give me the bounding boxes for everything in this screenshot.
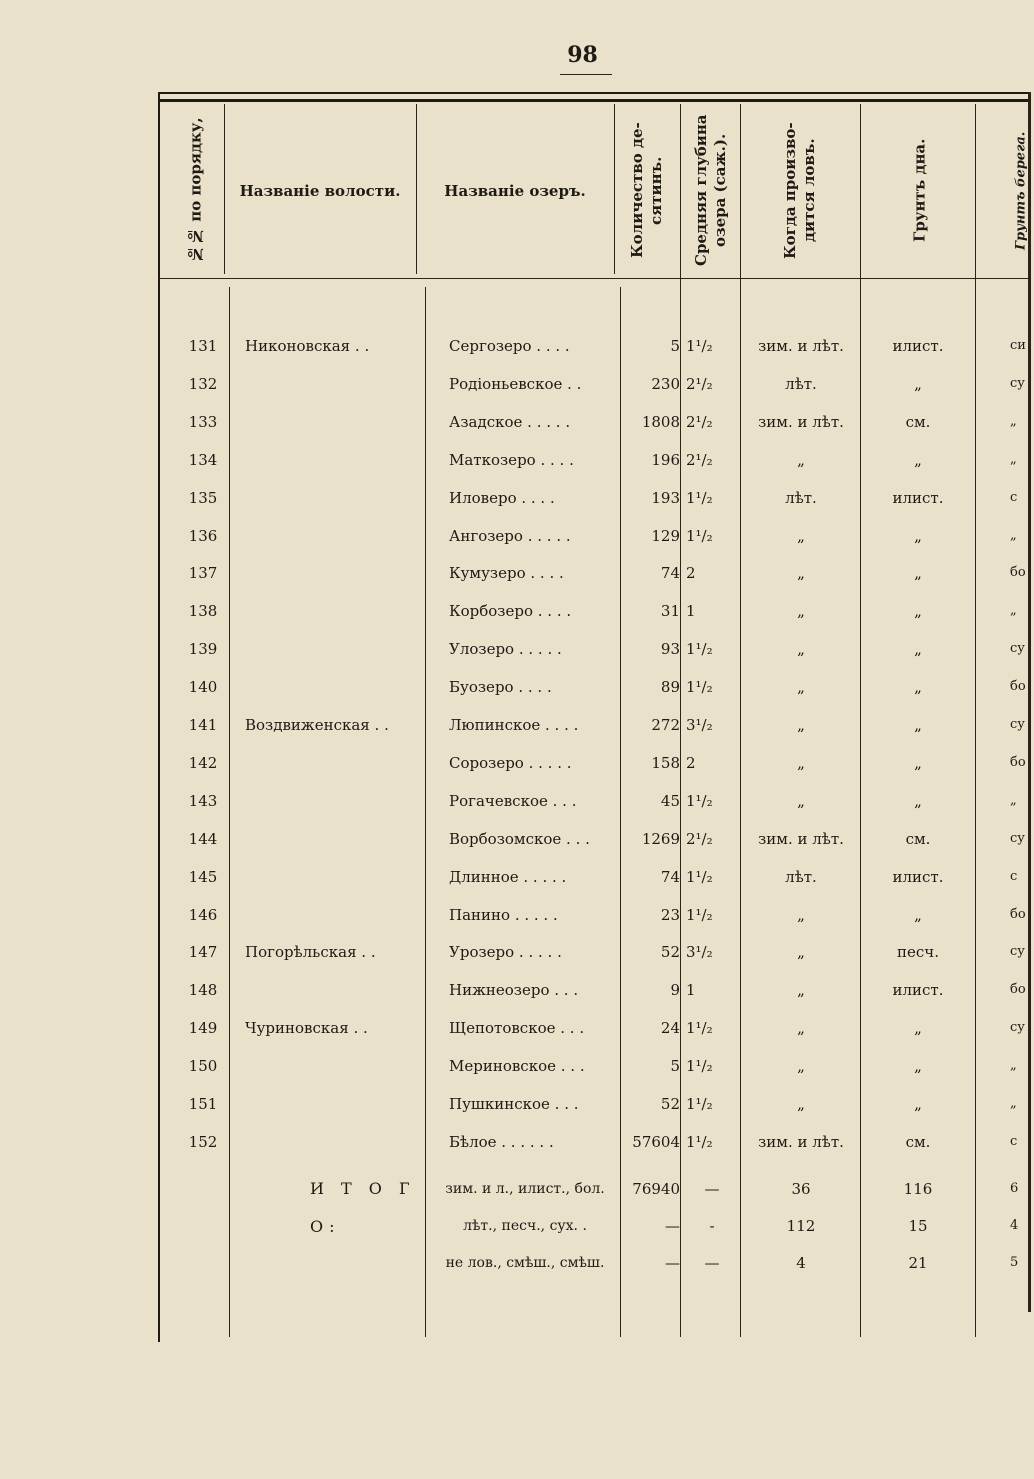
cell-num: 141 — [188, 716, 218, 734]
cell-num: 146 — [188, 905, 218, 924]
cell-num: 149 — [188, 1019, 218, 1038]
cell-area: 24 — [660, 1019, 680, 1038]
cell-when: „ — [797, 905, 805, 924]
cell-when: „ — [797, 1019, 805, 1038]
totals-cell-when: 4 — [796, 1254, 806, 1272]
cell-lake: Нижнеозеро . . . — [449, 981, 579, 1000]
cell-when: „ — [797, 791, 805, 810]
totals-cell-area: 76940 — [632, 1180, 680, 1198]
cell-bottom: „ — [914, 716, 922, 734]
cell-num: 144 — [188, 829, 218, 848]
cell-lake: Буозеро . . . . — [449, 678, 552, 697]
table-row — [0, 706, 1034, 744]
cell-volost — [245, 1085, 417, 1123]
table-row — [0, 933, 1034, 971]
cell-volost — [245, 1047, 417, 1085]
totals-cell-shore: 6 — [1010, 1181, 1019, 1196]
cell-volost — [245, 554, 417, 592]
cell-area: 23 — [660, 905, 680, 924]
cell-depth: 1 — [686, 981, 696, 1000]
cell-num: 136 — [188, 526, 218, 545]
table-row — [0, 441, 1034, 479]
cell-bottom: „ — [914, 374, 922, 393]
cell-area: 9 — [670, 981, 680, 1000]
cell-area: 1808 — [641, 412, 680, 431]
cell-depth: 1¹/₂ — [686, 640, 713, 659]
table-row — [0, 630, 1034, 668]
col-divider — [416, 104, 417, 274]
cell-bottom: „ — [914, 564, 922, 583]
cell-depth: 1¹/₂ — [686, 791, 713, 810]
cell-when: „ — [797, 753, 805, 772]
header-bottom: Грунтъ дна. — [910, 138, 929, 243]
table-row — [0, 1085, 1034, 1123]
totals-cell-cat: не лов., смѣш., смѣш. — [445, 1255, 605, 1271]
cell-shore: су — [1010, 1020, 1025, 1036]
cell-shore: бо — [1010, 565, 1026, 581]
table-row — [0, 858, 1034, 896]
cell-num: 152 — [188, 1132, 218, 1151]
cell-depth: 1¹/₂ — [686, 488, 713, 507]
cell-when: „ — [797, 1057, 805, 1076]
table-row — [0, 668, 1034, 706]
cell-lake: Панино . . . . . — [449, 905, 558, 924]
totals-label: И Т О Г О: — [310, 1179, 416, 1236]
totals-cell-cat: зим. и л., илист., бол. — [445, 1181, 605, 1197]
cell-area: 193 — [651, 488, 680, 507]
cell-depth: 2¹/₂ — [686, 450, 713, 469]
cell-bottom: „ — [914, 678, 922, 697]
cell-when: „ — [797, 450, 805, 469]
cell-bottom: „ — [914, 753, 922, 772]
totals-cell-bottom: 15 — [908, 1217, 928, 1235]
cell-area: 272 — [651, 716, 680, 734]
cell-bottom: „ — [914, 526, 922, 545]
header-bottom-rule — [158, 278, 1030, 279]
cell-volost — [245, 782, 417, 820]
cell-lake: Маткозеро . . . . — [449, 450, 574, 469]
cell-area: 45 — [660, 791, 680, 810]
totals-cell-cat: лѣт., песч., сух. . — [463, 1218, 587, 1234]
cell-shore: су — [1010, 830, 1025, 846]
totals-line — [0, 1207, 1034, 1245]
cell-num: 140 — [188, 678, 218, 697]
cell-volost: Чуриновская . . — [245, 1019, 368, 1038]
cell-shore: „ — [1010, 792, 1017, 808]
cell-volost: Погорѣльская . . — [245, 943, 376, 962]
cell-when: „ — [797, 943, 805, 962]
cell-area: 52 — [660, 943, 680, 962]
totals-cell-area: — — [665, 1254, 680, 1272]
cell-area: 230 — [651, 374, 680, 393]
cell-lake: Сорозеро . . . . . — [449, 753, 572, 772]
cell-bottom: „ — [914, 1057, 922, 1076]
table-row — [0, 365, 1034, 403]
cell-area: 57604 — [632, 1132, 680, 1151]
cell-shore: „ — [1010, 451, 1017, 467]
cell-bottom: „ — [914, 602, 922, 621]
table-row — [0, 782, 1034, 820]
cell-shore: с — [1010, 489, 1018, 505]
cell-shore: „ — [1010, 413, 1017, 429]
cell-shore: бо — [1010, 906, 1026, 922]
cell-lake: Кумузеро . . . . — [449, 564, 564, 583]
header-depth: Средняя глубина озера (саж.). — [692, 114, 729, 267]
cell-area: 196 — [651, 450, 680, 469]
cell-bottom: „ — [914, 450, 922, 469]
cell-lake: Бѣлое . . . . . . — [449, 1132, 554, 1151]
totals-cell-depth: — — [704, 1254, 720, 1272]
cell-lake: Родіоньевское . . — [449, 374, 582, 393]
cell-volost — [245, 630, 417, 668]
cell-shore: бо — [1010, 679, 1026, 695]
cell-shore: су — [1010, 375, 1025, 391]
table-top-rule — [158, 92, 1028, 94]
cell-bottom: см. — [905, 1132, 931, 1151]
cell-volost: Никоновская . . — [245, 337, 370, 355]
cell-bottom: илист. — [892, 488, 944, 507]
cell-when: лѣт. — [785, 488, 817, 507]
cell-area: 129 — [651, 526, 680, 545]
cell-when: зим. и лѣт. — [758, 829, 844, 848]
cell-area: 89 — [660, 678, 680, 697]
table-row — [0, 327, 1034, 365]
page-number-rule — [560, 74, 612, 75]
cell-volost — [245, 744, 417, 782]
cell-volost — [245, 365, 417, 403]
cell-lake: Длинное . . . . . — [449, 867, 567, 886]
cell-when: лѣт. — [785, 374, 817, 393]
cell-shore: бо — [1010, 982, 1026, 998]
cell-area: 1269 — [641, 829, 680, 848]
cell-depth: 1¹/₂ — [686, 1095, 713, 1113]
cell-volost — [245, 403, 417, 441]
cell-bottom: илист. — [892, 337, 944, 355]
totals-cell-area: — — [665, 1217, 680, 1235]
cell-bottom: илист. — [892, 867, 944, 886]
cell-shore: су — [1010, 717, 1025, 732]
totals-line — [0, 1170, 1034, 1208]
table-row — [0, 403, 1034, 441]
totals-cell-when: 36 — [791, 1180, 811, 1198]
cell-lake: Рогачевское . . . — [449, 791, 577, 810]
cell-shore: бо — [1010, 754, 1026, 770]
cell-bottom: см. — [905, 829, 931, 848]
cell-lake: Азадское . . . . . — [449, 412, 571, 431]
table-top-rule-thick — [158, 99, 1028, 102]
cell-num: 133 — [188, 412, 218, 431]
cell-when: зим. и лѣт. — [758, 1132, 844, 1151]
table-row — [0, 479, 1034, 517]
table-row — [0, 592, 1034, 630]
cell-when: лѣт. — [785, 867, 817, 886]
cell-volost — [245, 517, 417, 555]
cell-depth: 1¹/₂ — [686, 905, 713, 924]
cell-depth: 2 — [686, 564, 696, 583]
cell-num: 151 — [188, 1095, 218, 1113]
cell-lake: Корбозеро . . . . — [449, 602, 572, 621]
cell-volost — [245, 1123, 417, 1161]
cell-lake: Урозеро . . . . . — [449, 943, 562, 962]
cell-num: 145 — [188, 867, 218, 886]
totals-cell-when: 112 — [786, 1217, 816, 1235]
cell-num: 134 — [188, 450, 218, 469]
totals-cell-shore: 4 — [1010, 1218, 1019, 1233]
table-row — [0, 554, 1034, 592]
page-number: 98 — [567, 42, 598, 68]
header-area: Количество де-сятинъ. — [628, 122, 665, 259]
cell-when: „ — [797, 1095, 805, 1113]
cell-lake: Сергозеро . . . . — [449, 337, 570, 355]
cell-when: „ — [797, 716, 805, 734]
cell-depth: 2 — [686, 753, 696, 772]
cell-volost — [245, 668, 417, 706]
cell-when: „ — [797, 602, 805, 621]
header-lake: Названіе озеръ. — [444, 182, 586, 200]
cell-shore: „ — [1010, 603, 1017, 619]
cell-shore: су — [1010, 641, 1025, 657]
cell-volost — [245, 971, 417, 1009]
cell-depth: 1¹/₂ — [686, 1019, 713, 1038]
cell-area: 52 — [660, 1095, 680, 1113]
cell-depth: 1¹/₂ — [686, 1132, 713, 1151]
totals-cell-bottom: 21 — [908, 1254, 928, 1272]
cell-lake: Мериновское . . . — [449, 1057, 585, 1076]
table-row — [0, 517, 1034, 555]
cell-shore: с — [1010, 1133, 1018, 1149]
cell-shore: си — [1010, 338, 1026, 353]
cell-shore: „ — [1010, 1058, 1017, 1074]
cell-depth: 1¹/₂ — [686, 337, 713, 355]
totals-cell-depth: - — [709, 1217, 715, 1235]
header-shore: Грунтъ берега. — [1013, 131, 1029, 250]
cell-lake: Улозеро . . . . . — [449, 640, 562, 659]
totals-cell-depth: — — [704, 1180, 720, 1198]
cell-lake: Люпинское . . . . — [449, 716, 579, 734]
cell-lake: Ворбозомское . . . — [449, 829, 590, 848]
table-row — [0, 971, 1034, 1009]
cell-shore: су — [1010, 944, 1025, 960]
cell-area: 5 — [670, 1057, 680, 1076]
cell-when: зим. и лѣт. — [758, 412, 844, 431]
cell-shore: „ — [1010, 1096, 1017, 1111]
cell-num: 143 — [188, 791, 218, 810]
col-divider — [224, 104, 225, 274]
cell-volost — [245, 858, 417, 896]
totals-cell-shore: 5 — [1010, 1255, 1019, 1270]
cell-volost — [245, 820, 417, 858]
cell-num: 147 — [188, 943, 218, 962]
cell-num: 137 — [188, 564, 218, 583]
table-row — [0, 744, 1034, 782]
cell-area: 74 — [660, 867, 680, 886]
cell-num: 148 — [188, 981, 218, 1000]
cell-area: 74 — [660, 564, 680, 583]
cell-lake: Ангозеро . . . . . — [449, 526, 571, 545]
cell-volost — [245, 592, 417, 630]
cell-depth: 2¹/₂ — [686, 829, 713, 848]
header-num: №№ по порядку, — [186, 117, 205, 264]
cell-when: „ — [797, 678, 805, 697]
cell-depth: 1¹/₂ — [686, 1057, 713, 1076]
header-volost: Названіе волости. — [239, 182, 401, 200]
cell-lake: Пушкинское . . . — [449, 1095, 579, 1113]
totals-cell-bottom: 116 — [903, 1180, 933, 1198]
cell-volost: Воздвиженская . . — [245, 716, 389, 734]
col-divider — [614, 104, 615, 274]
cell-bottom: „ — [914, 1095, 922, 1113]
cell-when: „ — [797, 640, 805, 659]
cell-depth: 2¹/₂ — [686, 374, 713, 393]
cell-num: 142 — [188, 753, 218, 772]
cell-depth: 1¹/₂ — [686, 867, 713, 886]
cell-depth: 1¹/₂ — [686, 678, 713, 697]
cell-bottom: „ — [914, 1019, 922, 1038]
cell-num: 139 — [188, 640, 218, 659]
cell-when: „ — [797, 526, 805, 545]
cell-num: 131 — [188, 337, 218, 355]
cell-area: 31 — [660, 602, 680, 621]
cell-bottom: „ — [914, 640, 922, 659]
cell-area: 158 — [651, 753, 680, 772]
cell-shore: с — [1010, 868, 1018, 884]
cell-area: 93 — [660, 640, 680, 659]
cell-lake: Щепотовское . . . — [449, 1019, 585, 1038]
table-row — [0, 896, 1034, 934]
cell-when: „ — [797, 981, 805, 1000]
cell-depth: 3¹/₂ — [686, 943, 713, 962]
cell-num: 135 — [188, 488, 218, 507]
cell-area: 5 — [670, 337, 680, 355]
table-row — [0, 1123, 1034, 1161]
cell-when: „ — [797, 564, 805, 583]
cell-depth: 1¹/₂ — [686, 526, 713, 545]
cell-lake: Иловеро . . . . — [449, 488, 555, 507]
cell-bottom: „ — [914, 905, 922, 924]
table-row — [0, 820, 1034, 858]
cell-volost — [245, 896, 417, 934]
cell-volost — [245, 441, 417, 479]
cell-when: зим. и лѣт. — [758, 337, 844, 355]
cell-num: 132 — [188, 374, 218, 393]
cell-volost — [245, 479, 417, 517]
cell-depth: 2¹/₂ — [686, 412, 713, 431]
totals-line — [0, 1244, 1034, 1282]
cell-depth: 3¹/₂ — [686, 716, 713, 734]
cell-num: 138 — [188, 602, 218, 621]
table-row — [0, 1009, 1034, 1047]
cell-depth: 1 — [686, 602, 696, 621]
cell-num: 150 — [188, 1057, 218, 1076]
table-row — [0, 1047, 1034, 1085]
cell-shore: „ — [1010, 527, 1017, 543]
cell-bottom: песч. — [897, 943, 939, 962]
header-when: Когда произво-дится ловъ. — [781, 122, 818, 259]
cell-bottom: см. — [905, 412, 931, 431]
cell-bottom: „ — [914, 791, 922, 810]
cell-bottom: илист. — [892, 981, 944, 1000]
